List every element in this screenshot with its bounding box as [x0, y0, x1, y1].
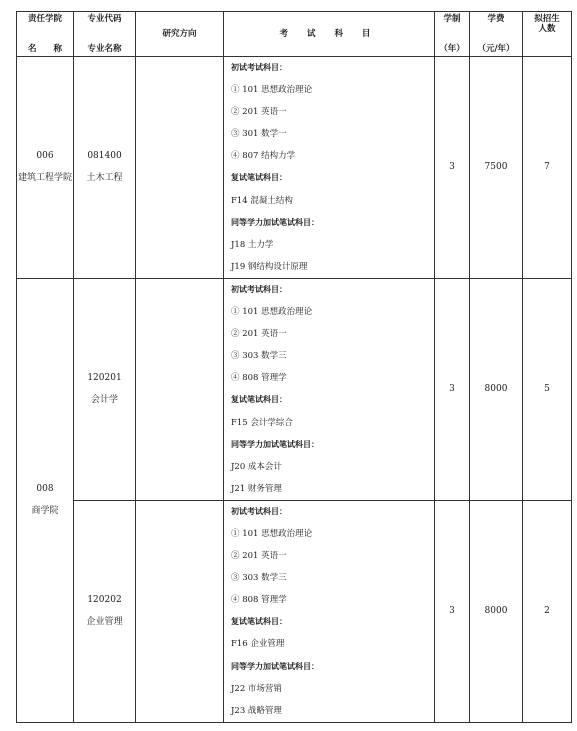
- years-cell: 3: [435, 57, 470, 279]
- college-code: 008: [36, 483, 54, 494]
- exam-section-heading: 初试考试科目：: [231, 63, 287, 72]
- exam-subject: F15 会计学综合: [231, 417, 293, 428]
- direction-cell: [136, 278, 224, 500]
- header-major: [74, 12, 136, 57]
- exam-subject: ④ 808 管理学: [231, 595, 287, 606]
- exam-subject: ④ 807 结构力学: [231, 151, 296, 162]
- major-row: [17, 57, 572, 279]
- exam-subject: J21 财务管理: [231, 483, 282, 494]
- exam-subject: ② 201 英语一: [231, 107, 287, 118]
- quota-cell: 2: [523, 500, 572, 722]
- header-major-line1: 专业代码: [87, 14, 122, 24]
- admissions-table: [16, 11, 572, 723]
- college-cell: [17, 57, 74, 279]
- major-cell: [74, 57, 136, 279]
- header-exam-label: 考 试 科 目: [279, 28, 379, 39]
- exam-subject: ① 101 思想政治理论: [231, 307, 313, 318]
- direction-cell: [136, 500, 224, 722]
- header-fee-line1: 学费: [487, 14, 505, 24]
- major-name: 土木工程: [86, 173, 123, 184]
- exam-subject: F16 企业管理: [231, 639, 285, 650]
- exam-subject: J22 市场营销: [231, 683, 282, 694]
- years-cell: 3: [435, 500, 470, 722]
- exam-subject: ① 101 思想政治理论: [231, 85, 313, 96]
- major-row: [17, 500, 572, 722]
- college-code: 006: [36, 150, 54, 161]
- college-stack: [17, 151, 73, 185]
- exam-section-heading: 复试笔试科目：: [231, 395, 287, 405]
- fee-cell: 7500: [470, 57, 523, 279]
- exam-section-heading: 复试笔试科目：: [231, 173, 287, 183]
- major-name: 企业管理: [86, 617, 123, 628]
- college-cell: [17, 278, 74, 722]
- exam-section-heading: 同等学力加试笔试科目：: [231, 217, 319, 227]
- header-quota: [523, 12, 572, 57]
- exam-subjects-cell: [224, 500, 435, 722]
- fee-cell: 8000: [470, 278, 523, 500]
- header-college-line1: 责任学院: [27, 14, 62, 24]
- exam-subject: F14 混凝土结构: [231, 195, 293, 206]
- header-fee: [470, 12, 523, 57]
- header-college: [17, 12, 74, 57]
- major-name: 会计学: [90, 395, 118, 406]
- exam-subject: J19 钢结构设计原理: [231, 261, 308, 272]
- exam-subject: J23 战略管理: [231, 705, 282, 716]
- exam-subject: ④ 808 管理学: [231, 373, 287, 384]
- exam-subject: ③ 303 数学三: [231, 351, 287, 362]
- major-stack: [74, 373, 135, 407]
- exam-subject: ② 201 英语一: [231, 329, 287, 340]
- years-cell: 3: [435, 278, 470, 500]
- header-exam: [224, 12, 435, 57]
- header-college-line2: 名 称: [27, 43, 62, 54]
- header-years-line2: （年）: [439, 43, 465, 54]
- exam-subject: J20 成本会计: [231, 461, 282, 472]
- major-cell: [74, 500, 136, 722]
- college-name: 建筑工程学院: [17, 173, 72, 184]
- college-stack: [17, 484, 73, 518]
- exam-subject: ③ 301 数学一: [231, 129, 287, 140]
- major-row: [17, 278, 572, 500]
- exam-subjects-cell: [224, 278, 435, 500]
- exam-subjects-cell: [224, 57, 435, 279]
- quota-cell: 5: [523, 278, 572, 500]
- header-years-line1: 学制: [443, 14, 461, 24]
- major-stack: [74, 151, 135, 185]
- exam-section-heading: 初试考试科目：: [231, 284, 287, 294]
- major-cell: [74, 278, 136, 500]
- header-major-line2: 专业名称: [87, 43, 122, 54]
- header-quota-line2: 人数: [538, 24, 556, 35]
- exam-section-heading: 同等学力加试笔试科目：: [231, 439, 319, 449]
- header-direction: [136, 12, 224, 57]
- header-row: [17, 12, 572, 57]
- major-code: 120201: [87, 372, 122, 383]
- major-code: 120202: [87, 594, 122, 605]
- header-quota-line1: 拟招生: [534, 14, 560, 24]
- header-fee-line2: （元/年）: [477, 43, 515, 54]
- exam-subject: ② 201 英语一: [231, 551, 287, 562]
- major-stack: [74, 595, 135, 629]
- college-name: 商学院: [31, 506, 59, 517]
- header-years: [435, 12, 470, 57]
- exam-subject: J18 土力学: [231, 239, 274, 250]
- fee-cell: 8000: [470, 500, 523, 722]
- exam-subject: ① 101 思想政治理论: [231, 528, 313, 539]
- exam-section-heading: 初试考试科目：: [231, 506, 287, 516]
- major-code: 081400: [87, 150, 122, 161]
- quota-cell: 7: [523, 57, 572, 279]
- exam-subject: ③ 303 数学三: [231, 573, 287, 584]
- exam-section-heading: 复试笔试科目：: [231, 617, 287, 627]
- direction-cell: [136, 57, 224, 279]
- header-direction-label: 研究方向: [162, 28, 197, 39]
- exam-section-heading: 同等学力加试笔试科目：: [231, 661, 319, 671]
